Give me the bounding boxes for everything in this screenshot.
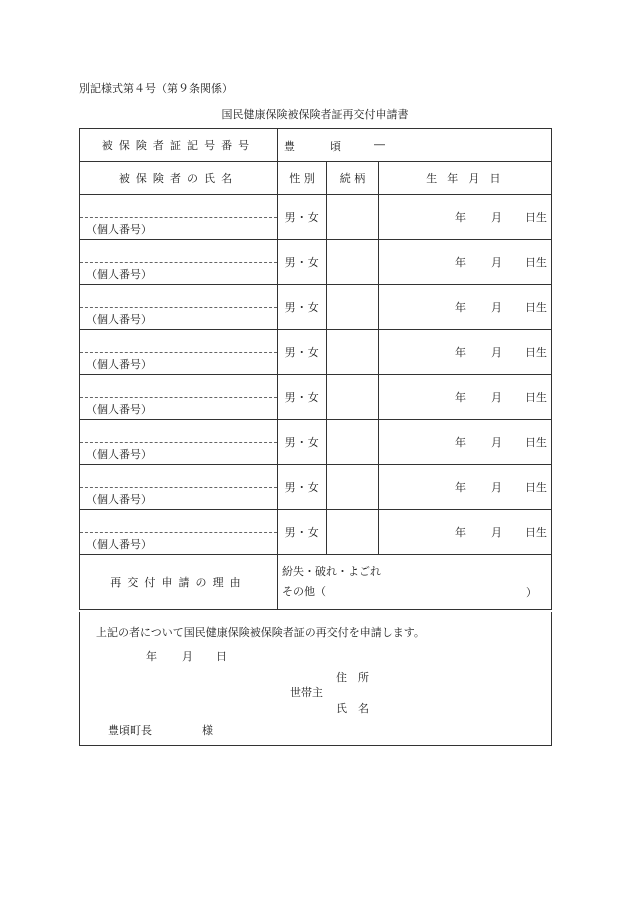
dob-day: 日生 <box>525 436 547 449</box>
form-reference: 別記様式第４号（第９条関係） <box>79 82 233 95</box>
sex-column-header: 性 別 <box>278 162 327 195</box>
dob-year: 年 <box>455 256 466 269</box>
dob-field[interactable] <box>379 375 552 420</box>
kojin-number-label: （個人番号） <box>86 268 152 281</box>
kojin-number-label: （個人番号） <box>86 223 152 236</box>
householder-name-label: 氏 名 <box>336 702 369 715</box>
addressee-label: 豊頃町長 <box>108 724 152 737</box>
dob-field[interactable] <box>379 285 552 330</box>
relation-field[interactable] <box>327 330 379 375</box>
name-divider <box>80 397 277 398</box>
date-day-label: 日 <box>216 650 227 663</box>
reason-label: 再交付申請の理由 <box>80 555 278 610</box>
person-row <box>80 510 552 555</box>
sex-choice[interactable]: 男・女 <box>278 330 327 375</box>
dob-month: 月 <box>491 481 502 494</box>
relation-field[interactable] <box>327 420 379 465</box>
relation-field[interactable] <box>327 285 379 330</box>
dob-column-header: 生 年 月 日 <box>379 162 552 195</box>
number-prefix: 豊 <box>284 140 295 153</box>
name-field[interactable] <box>80 510 278 555</box>
dob-month: 月 <box>491 436 502 449</box>
name-field[interactable] <box>80 330 278 375</box>
column-header-row <box>80 162 552 195</box>
kojin-number-label: （個人番号） <box>86 313 152 326</box>
number-prefix-2: 頃 <box>330 140 341 153</box>
person-row <box>80 465 552 510</box>
dob-month: 月 <box>491 301 502 314</box>
sex-choice[interactable]: 男・女 <box>278 465 327 510</box>
name-divider <box>80 307 277 308</box>
dob-field[interactable] <box>379 195 552 240</box>
document-title: 国民健康保険被保険者証再交付申請書 <box>221 108 409 121</box>
dob-year: 年 <box>455 391 466 404</box>
declaration-statement: 上記の者について国民健康保険被保険者証の再交付を申請します。 <box>96 626 425 639</box>
name-divider <box>80 262 277 263</box>
reason-row <box>80 555 552 610</box>
dob-day: 日生 <box>525 391 547 404</box>
reason-other-close: ） <box>526 586 538 599</box>
reason-field[interactable] <box>278 555 552 610</box>
sex-choice[interactable]: 男・女 <box>278 375 327 420</box>
dob-day: 日生 <box>525 346 547 359</box>
householder-label: 世帯主 <box>290 686 323 699</box>
address-label: 住 所 <box>336 671 369 684</box>
dob-month: 月 <box>491 391 502 404</box>
reason-other[interactable]: その他（ <box>282 585 326 598</box>
relation-field[interactable] <box>327 240 379 285</box>
dob-field[interactable] <box>379 510 552 555</box>
person-row <box>80 420 552 465</box>
sex-choice[interactable]: 男・女 <box>278 285 327 330</box>
date-year-label: 年 <box>146 650 157 663</box>
dob-year: 年 <box>455 436 466 449</box>
dob-field[interactable] <box>379 465 552 510</box>
name-divider <box>80 217 277 218</box>
dob-year: 年 <box>455 526 466 539</box>
name-field[interactable] <box>80 375 278 420</box>
person-row <box>80 195 552 240</box>
dob-field[interactable] <box>379 240 552 285</box>
name-column-header: 被保険者の氏名 <box>80 162 278 195</box>
number-dash: ― <box>374 138 385 151</box>
kojin-number-label: （個人番号） <box>86 403 152 416</box>
kojin-number-label: （個人番号） <box>86 358 152 371</box>
relation-field[interactable] <box>327 195 379 240</box>
sex-choice[interactable]: 男・女 <box>278 240 327 285</box>
dob-year: 年 <box>455 346 466 359</box>
dob-month: 月 <box>491 256 502 269</box>
sex-choice[interactable]: 男・女 <box>278 420 327 465</box>
dob-month: 月 <box>491 526 502 539</box>
sex-choice[interactable]: 男・女 <box>278 510 327 555</box>
person-row <box>80 240 552 285</box>
insurance-number-field[interactable] <box>278 129 552 162</box>
date-month-label: 月 <box>182 650 193 663</box>
name-field[interactable] <box>80 285 278 330</box>
name-divider <box>80 532 277 533</box>
relation-field[interactable] <box>327 510 379 555</box>
person-row <box>80 285 552 330</box>
dob-day: 日生 <box>525 481 547 494</box>
dob-year: 年 <box>455 301 466 314</box>
dob-month: 月 <box>491 211 502 224</box>
name-field[interactable] <box>80 420 278 465</box>
person-row <box>80 330 552 375</box>
dob-day: 日生 <box>525 301 547 314</box>
dob-year: 年 <box>455 211 466 224</box>
kojin-number-label: （個人番号） <box>86 538 152 551</box>
dob-day: 日生 <box>525 256 547 269</box>
application-form-table <box>79 128 552 610</box>
dob-year: 年 <box>455 481 466 494</box>
dob-field[interactable] <box>379 330 552 375</box>
relation-field[interactable] <box>327 465 379 510</box>
kojin-number-label: （個人番号） <box>86 448 152 461</box>
relation-column-header: 続 柄 <box>327 162 379 195</box>
dob-day: 日生 <box>525 211 547 224</box>
name-field[interactable] <box>80 195 278 240</box>
name-divider <box>80 442 277 443</box>
name-divider <box>80 487 277 488</box>
insurance-number-row <box>80 129 552 162</box>
declaration-box <box>79 612 552 746</box>
dob-day: 日生 <box>525 526 547 539</box>
sex-choice[interactable]: 男・女 <box>278 195 327 240</box>
name-field[interactable] <box>80 240 278 285</box>
dob-month: 月 <box>491 346 502 359</box>
reason-options[interactable]: 紛失・破れ・よごれ <box>282 565 381 578</box>
name-field[interactable] <box>80 465 278 510</box>
insurance-number-label: 被保険者証記号番号 <box>80 129 278 162</box>
dob-field[interactable] <box>379 420 552 465</box>
name-divider <box>80 352 277 353</box>
honorific-label: 様 <box>202 724 213 737</box>
relation-field[interactable] <box>327 375 379 420</box>
person-row <box>80 375 552 420</box>
kojin-number-label: （個人番号） <box>86 493 152 506</box>
